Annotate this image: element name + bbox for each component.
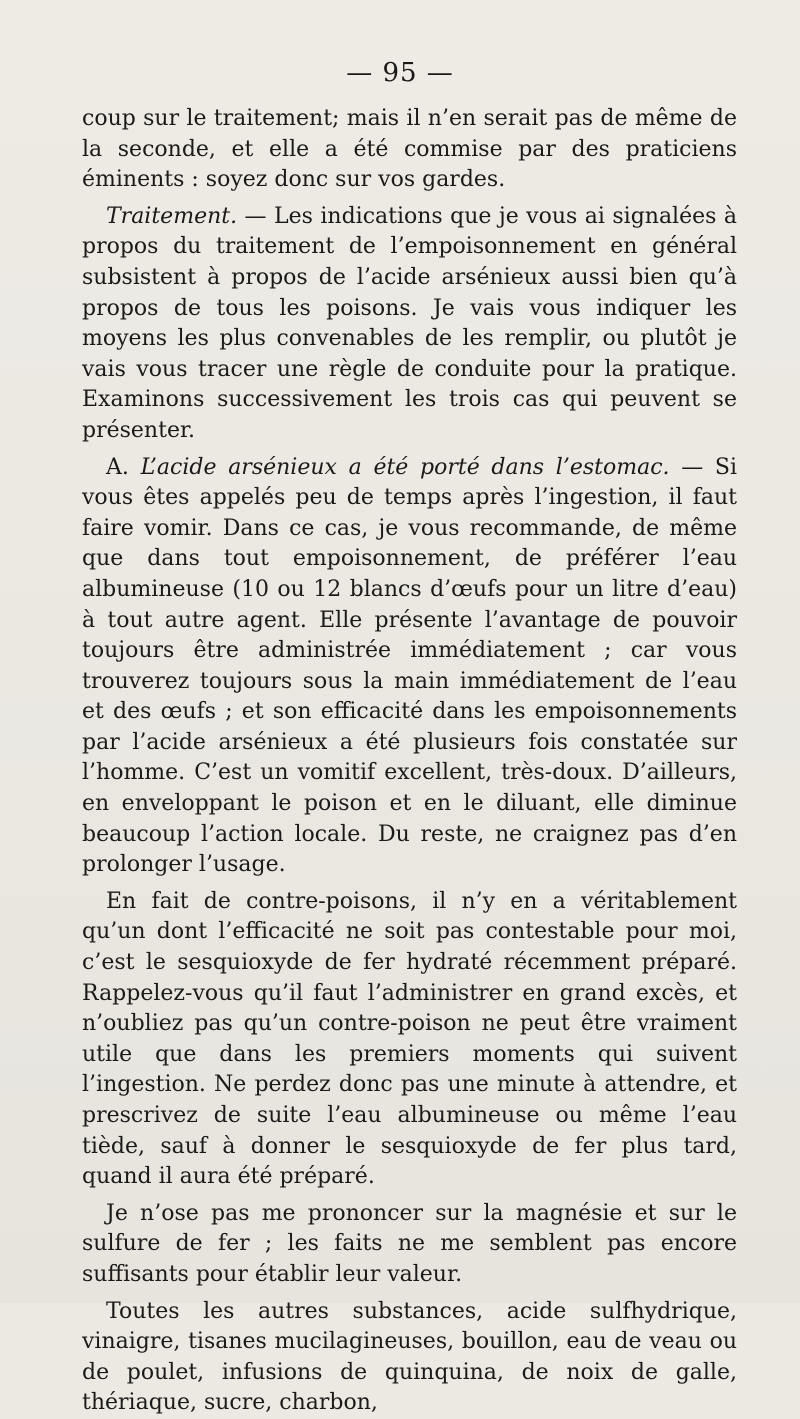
case-letter: A. (106, 454, 141, 480)
section-heading-traitement: Traitement. (106, 203, 238, 229)
text-run: En fait de contre-poisons, il n’y en a véritablement qu’un dont l’efficacité ne soit pas contestable pour moi, c’est le sesquioxyde de fer hydraté récemment préparé. Rappelez-vous qu’il faut l’administrer en grand excès, et n’oubliez pas qu’un contre-poison ne peut être vraiment utile que dans les premiers moments qui suivent l’ingestion. Ne perdez donc pas une minute à attendre, et prescrivez de suite l’eau albumineuse ou même l’eau tiède, sauf à donner le sesquioxyde de fer plus tard, quand il aura été préparé. (82, 888, 737, 1190)
paragraph-5 (82, 1199, 737, 1291)
paragraph-3 (82, 453, 737, 881)
body-text (82, 104, 737, 1419)
paragraph-4 (82, 887, 737, 1193)
paragraph-2 (82, 202, 737, 447)
text-run: — Si vous êtes appelés peu de temps après l’ingestion, il faut faire vomir. Dans ce cas, je vous recommande, de même que dans tout empoisonnement, de préférer l’eau albumineuse (10 ou 12 blancs d’œufs pour un litre d’eau) à tout autre agent. Elle présente l’avantage de pouvoir toujours être administrée immédiatement ; car vous trouverez toujours sous la main immédiatement de l’eau et des œufs ; et son efficacité dans les empoisonnements par l’acide arsénieux a été plusieurs fois constatée sur l’homme. C’est un vomitif excellent, très-doux. D’ailleurs, en enveloppant le poison et en le diluant, elle diminue beaucoup l’action locale. Du reste, ne craignez pas d’en prolonger l’usage. (82, 454, 738, 878)
text-run: Toutes les autres substances, acide sulfhydrique, vinaigre, tisanes mucilagineuses, bouillon, eau de veau ou de poulet, infusions de quinquina, de noix de galle, thériaque, sucre, charbon, (82, 1298, 737, 1416)
text-run: — Les indications que je vous ai signalées à propos du traitement de l’empoisonnement en général subsistent à propos de l’acide arsénieux aussi bien qu’à propos de tous les poisons. Je vais vous indiquer les moyens les plus convenables de les remplir, ou plutôt je vais vous tracer une règle de conduite pour la pratique. Examinons successivement les trois cas qui peuvent se présenter. (82, 203, 737, 443)
paragraph-1 (82, 104, 737, 196)
text-run: Je n’ose pas me prononcer sur la magnésie et sur le sulfure de fer ; les faits ne me semblent pas encore suffisants pour établir leur valeur. (82, 1200, 737, 1287)
paragraph-6 (82, 1297, 737, 1419)
case-heading: L’acide arsénieux a été porté dans l’estomac. (140, 454, 670, 480)
text-run: coup sur le traitement; mais il n’en serait pas de même de la seconde, et elle a été commise par des praticiens éminents : soyez donc sur vos gardes. (82, 106, 737, 193)
page-number: — 95 — (346, 58, 454, 88)
